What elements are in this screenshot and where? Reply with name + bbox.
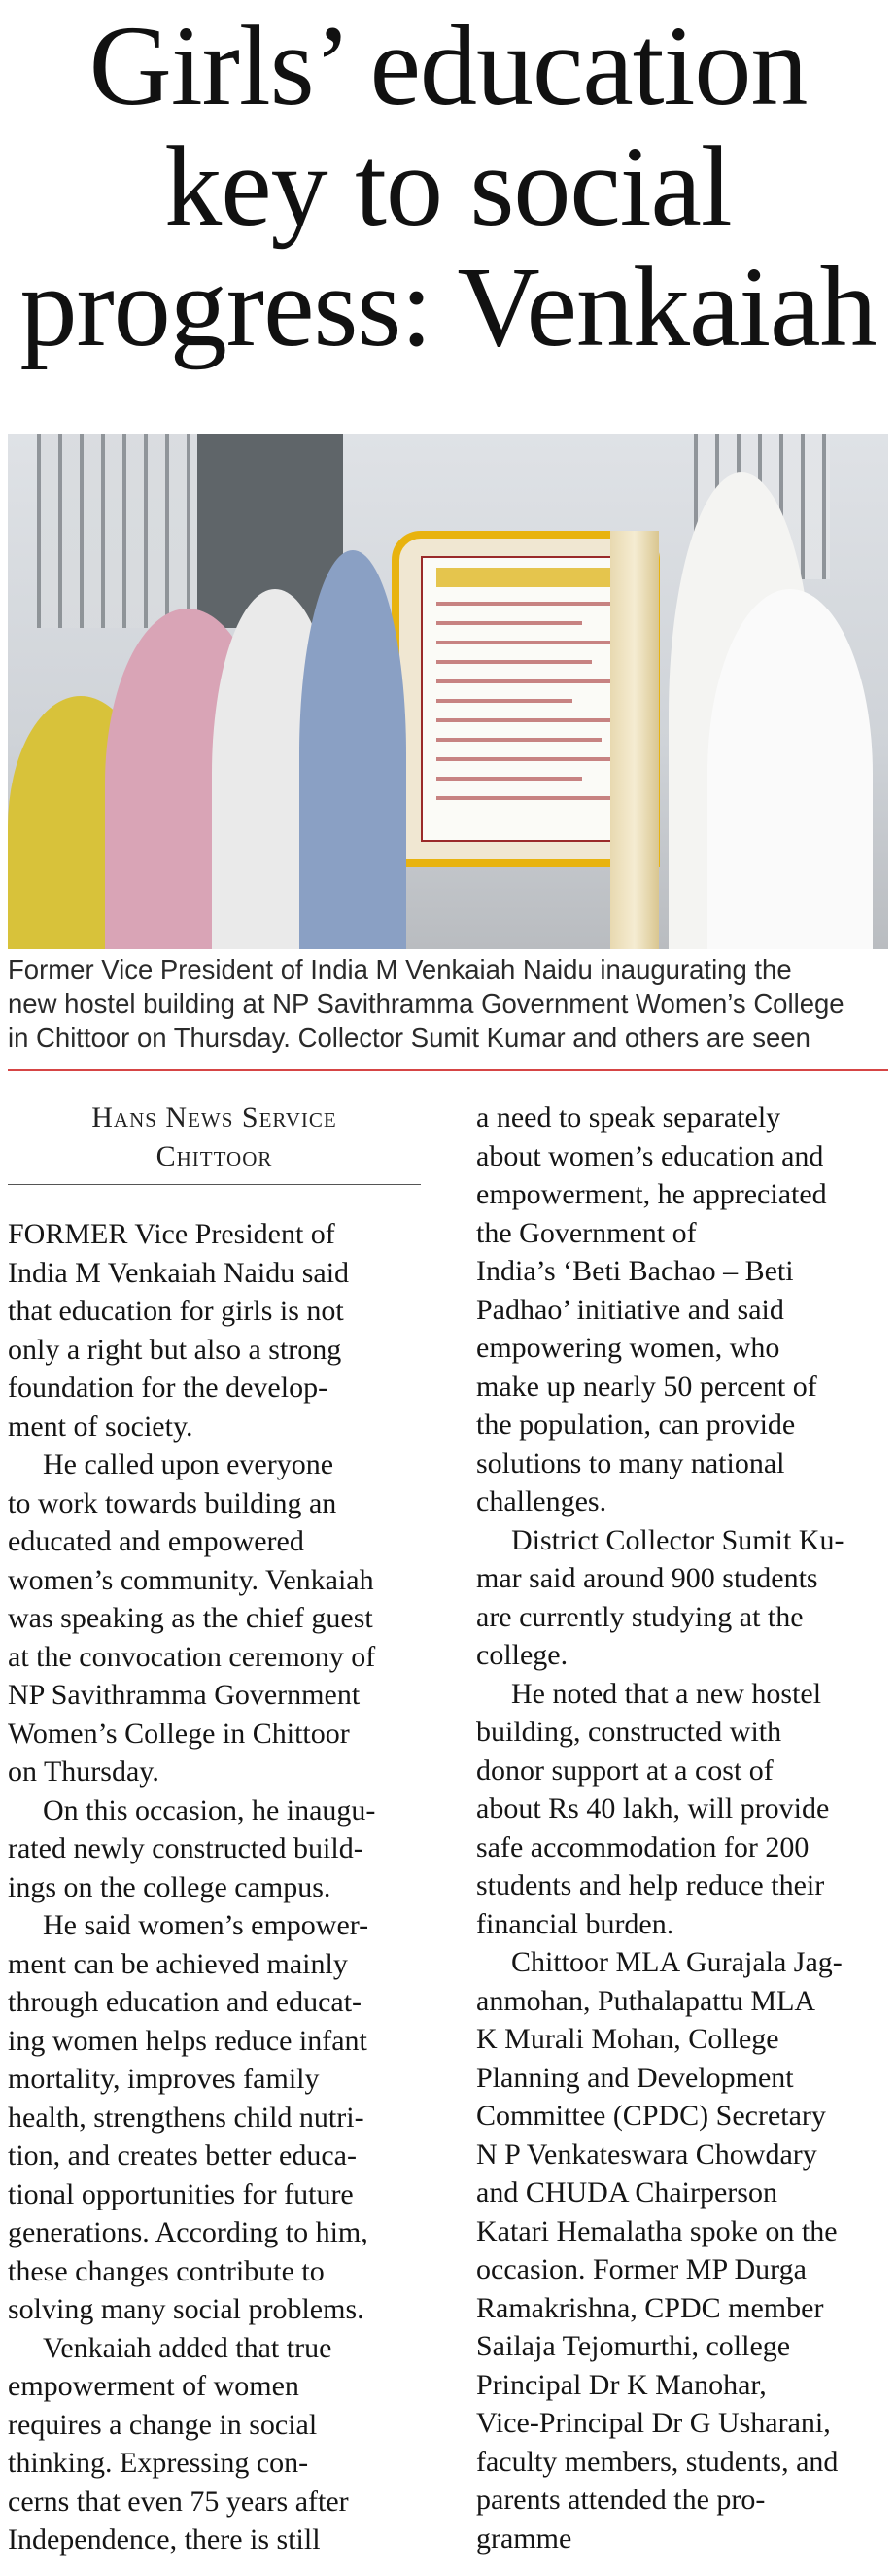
- article-line: N P Venkateswara Chowdary: [476, 2138, 817, 2171]
- plaque-line: [436, 718, 619, 722]
- photo-caption: [8, 953, 888, 1055]
- article-line: requires a change in social: [8, 2408, 318, 2441]
- article-line: women’s community. Venkaiah: [8, 1563, 374, 1596]
- plaque-line: [436, 757, 619, 761]
- article-line: are currently studying at the: [476, 1600, 804, 1633]
- article-line: District Collector Sumit Ku-: [511, 1523, 844, 1556]
- article-line: Independence, there is still: [8, 2524, 321, 2556]
- article-line: thinking. Expressing con-: [8, 2447, 309, 2479]
- article-line: the Government of: [476, 1216, 697, 1249]
- article-line: empowering women, who: [476, 1332, 780, 1364]
- article-line: at the convocation ceremony of: [8, 1640, 376, 1673]
- article-line: cerns that even 75 years after: [8, 2485, 349, 2518]
- article-line: the population, can provide: [476, 1409, 796, 1441]
- article-line: faculty members, students, and: [476, 2445, 839, 2478]
- divider: [8, 1069, 888, 1071]
- curtain: [610, 531, 659, 949]
- article-line: anmohan, Puthalapattu MLA: [476, 1984, 816, 2017]
- article-line: solving many social problems.: [8, 2293, 364, 2325]
- article-line: Planning and Development: [476, 2061, 794, 2094]
- article-line: K Murali Mohan, College: [476, 2023, 779, 2055]
- plaque-line: [436, 621, 582, 625]
- article-line: these changes contribute to: [8, 2254, 325, 2287]
- article-line: On this occasion, he inaugu-: [43, 1793, 376, 1827]
- article-line: financial burden.: [476, 1907, 674, 1940]
- article-line: safe accommodation for 200: [476, 1830, 810, 1863]
- headline-line: Girls’ education: [88, 2, 808, 129]
- article-line: on Thursday.: [8, 1756, 159, 1788]
- article-line: He called upon everyone: [43, 1448, 334, 1480]
- article-line: mortality, improves family: [8, 2063, 320, 2095]
- article-line: students and help reduce their: [476, 1869, 825, 1901]
- article-line: Women’s College in Chittoor: [8, 1717, 350, 1750]
- byline-place: Chittoor: [155, 1140, 273, 1172]
- article-line: was speaking as the chief guest: [8, 1602, 373, 1634]
- article-line: FORMER Vice President of: [8, 1218, 335, 1250]
- article-column-left: [8, 1215, 426, 2559]
- article-line: foundation for the develop-: [8, 1372, 328, 1404]
- article-line: make up nearly 50 percent of: [476, 1370, 817, 1403]
- article-line: donor support at a cost of: [476, 1754, 774, 1787]
- inauguration-photo: [8, 434, 888, 949]
- article-line: NP Savithramma Government: [8, 1679, 361, 1711]
- article-line: college.: [476, 1639, 569, 1671]
- article-line: He noted that a new hostel: [511, 1677, 822, 1710]
- article-line: challenges.: [476, 1485, 607, 1517]
- plaque-heading: [436, 568, 619, 587]
- article-line: building, constructed with: [476, 1716, 782, 1748]
- article-line: rated newly constructed build-: [8, 1832, 363, 1864]
- article-line: Committee (CPDC) Secretary: [476, 2100, 826, 2132]
- article-line: only a right but also a strong: [8, 1333, 342, 1366]
- plaque-line: [436, 602, 619, 606]
- article-line: Ramakrishna, CPDC member: [476, 2291, 824, 2324]
- article-line: health, strengthens child nutri-: [8, 2101, 364, 2134]
- person-man-blue: [299, 550, 406, 949]
- article-line: Katari Hemalatha spoke on the: [476, 2214, 838, 2247]
- byline-service: Hans News Service: [91, 1101, 337, 1133]
- person-man-front: [707, 589, 873, 949]
- article-line: a need to speak separately: [476, 1101, 781, 1133]
- article-line: India’s ‘Beti Bachao – Beti: [476, 1255, 794, 1287]
- article-line: Vice-Principal Dr G Usharani,: [476, 2407, 831, 2439]
- headline: [0, 2, 896, 370]
- plaque-line: [436, 777, 582, 781]
- article-line: and CHUDA Chairperson: [476, 2176, 777, 2209]
- plaque-line: [436, 796, 619, 800]
- article-line: gramme: [476, 2522, 572, 2555]
- article-line: tion, and creates better educa-: [8, 2140, 357, 2172]
- article-line: that education for girls is not: [8, 1295, 344, 1327]
- article-line: Chittoor MLA Gurajala Jag-: [511, 1946, 843, 1978]
- byline: [8, 1098, 421, 1176]
- article-line: ment can be achieved mainly: [8, 1947, 348, 1980]
- plaque-line: [436, 738, 602, 742]
- byline-divider: [8, 1184, 421, 1185]
- article-line: Padhao’ initiative and said: [476, 1293, 784, 1326]
- article-line: ing women helps reduce infant: [8, 2024, 367, 2057]
- article-line: Principal Dr K Manohar,: [476, 2368, 767, 2401]
- article-line: parents attended the pro-: [476, 2484, 766, 2516]
- article-line: solutions to many national: [476, 1446, 785, 1479]
- article-line: to work towards building an: [8, 1486, 337, 1519]
- caption-line: new hostel building at NP Savithramma Government Women’s College: [8, 989, 844, 1019]
- caption-line: in Chittoor on Thursday. Collector Sumit Kumar and others are seen: [8, 1023, 810, 1053]
- article-line: Venkaiah added that true: [43, 2331, 332, 2364]
- article-line: about women’s education and: [476, 1139, 824, 1172]
- article-line: Sailaja Tejomurthi, college: [476, 2330, 791, 2362]
- article-line: educated and empowered: [8, 1525, 304, 1557]
- plaque-line: [436, 699, 572, 703]
- article-line: India M Venkaiah Naidu said: [8, 1256, 350, 1289]
- article-line: occasion. Former MP Durga: [476, 2253, 807, 2285]
- caption-line: Former Vice President of India M Venkaiah Naidu inaugurating the: [8, 955, 792, 985]
- article-line: tional opportunities for future: [8, 2177, 354, 2210]
- plaque-line: [436, 641, 619, 644]
- article-line: ment of society.: [8, 1410, 193, 1443]
- article-line: mar said around 900 students: [476, 1562, 818, 1594]
- article-line: generations. According to him,: [8, 2216, 368, 2248]
- article-line: through education and educat-: [8, 1986, 362, 2018]
- article-line: empowerment, he appreciated: [476, 1178, 827, 1210]
- headline-line: progress: Venkaiah: [19, 243, 877, 370]
- window-grille: [37, 434, 202, 628]
- plaque-line: [436, 660, 592, 664]
- article-line: ings on the college campus.: [8, 1870, 331, 1903]
- article-column-right: [476, 1098, 894, 2558]
- headline-line: key to social: [164, 122, 732, 250]
- article-line: empowerment of women: [8, 2370, 299, 2402]
- plaque-board: [421, 556, 635, 842]
- plaque-line: [436, 679, 619, 683]
- article-line: about Rs 40 lakh, will provide: [476, 1793, 830, 1825]
- article-line: He said women’s empower-: [43, 1909, 369, 1941]
